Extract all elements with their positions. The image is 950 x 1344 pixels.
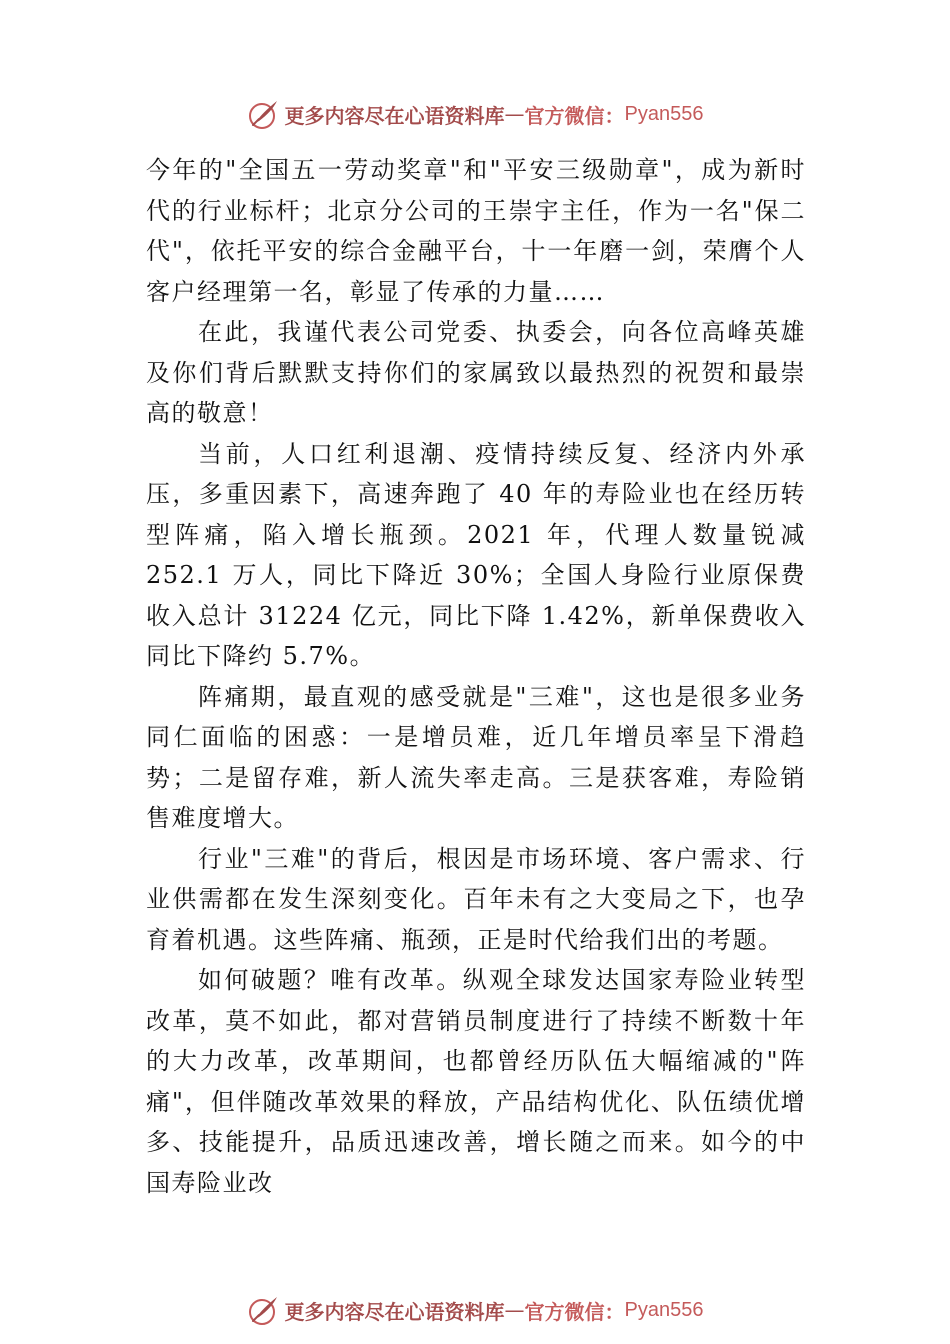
footer-banner [0, 1290, 950, 1330]
banner-wechat-label: 官方微信： [524, 103, 625, 128]
paragraph-2: 在此，我谨代表公司党委、执委会，向各位高峰英雄及你们背后默默支持你们的家属致以最热烈的祝贺和最崇高的敬意！ [146, 318, 806, 427]
quill-pen-logo-icon [247, 1293, 281, 1327]
footer-banner-wechat-id: Pyan556 [624, 1298, 704, 1321]
footer-banner-wechat-label: 官方微信： [524, 1299, 625, 1324]
paragraph-1: 今年的"全国五一劳动奖章"和"平安三级勋章"，成为新时代的行业标杆；北京分公司的王崇宇主任，作为一名"保二代"，依托平安的综合金融平台，十一年磨一剑，荣膺个人客户经理第一名，彰显了传承的力量…… [146, 156, 806, 306]
document-body [146, 150, 806, 1203]
header-banner [0, 94, 950, 134]
banner-dash: — [504, 102, 525, 126]
paragraph-3: 当前，人口红利退潮、疫情持续反复、经济内外承压，多重因素下，高速奔跑了 40 年的寿险业也在经历转型阵痛，陷入增长瓶颈。2021 年，代理人数量锐减 252.1 万人，同比下降近 30%；全国人身险行业原保费收入总计 31224 亿元，同比下降 1.42%，新单保费收入同比下降约 5.7%。 [146, 439, 806, 670]
paragraph-6: 如何破题？唯有改革。纵观全球发达国家寿险业转型改革，莫不如此，都对营销员制度进行了持续不断数十年的大力改革，改革期间，也都曾经历队伍大幅缩减的"阵痛"，但伴随改革效果的释放，产品结构优化、队伍绩优增多、技能提升，品质迅速改善，增长随之而来。如今的中国寿险业改 [146, 966, 806, 1197]
banner-title: 更多内容尽在心语资料库 [284, 103, 505, 128]
footer-banner-title: 更多内容尽在心语资料库 [284, 1299, 505, 1324]
banner-wechat-id: Pyan556 [624, 102, 704, 125]
paragraph-5: 行业"三难"的背后，根因是市场环境、客户需求、行业供需都在发生深刻变化。百年未有之大变局之下，也孕育着机遇。这些阵痛、瓶颈，正是时代给我们出的考题。 [146, 844, 806, 954]
quill-pen-logo-icon [247, 97, 281, 131]
paragraph-4: 阵痛期，最直观的感受就是"三难"，这也是很多业务同仁面临的困惑：一是增员难，近几年增员率呈下滑趋势；二是留存难，新人流失率走高。三是获客难，寿险销售难度增大。 [146, 682, 806, 832]
footer-banner-dash: — [504, 1298, 525, 1322]
